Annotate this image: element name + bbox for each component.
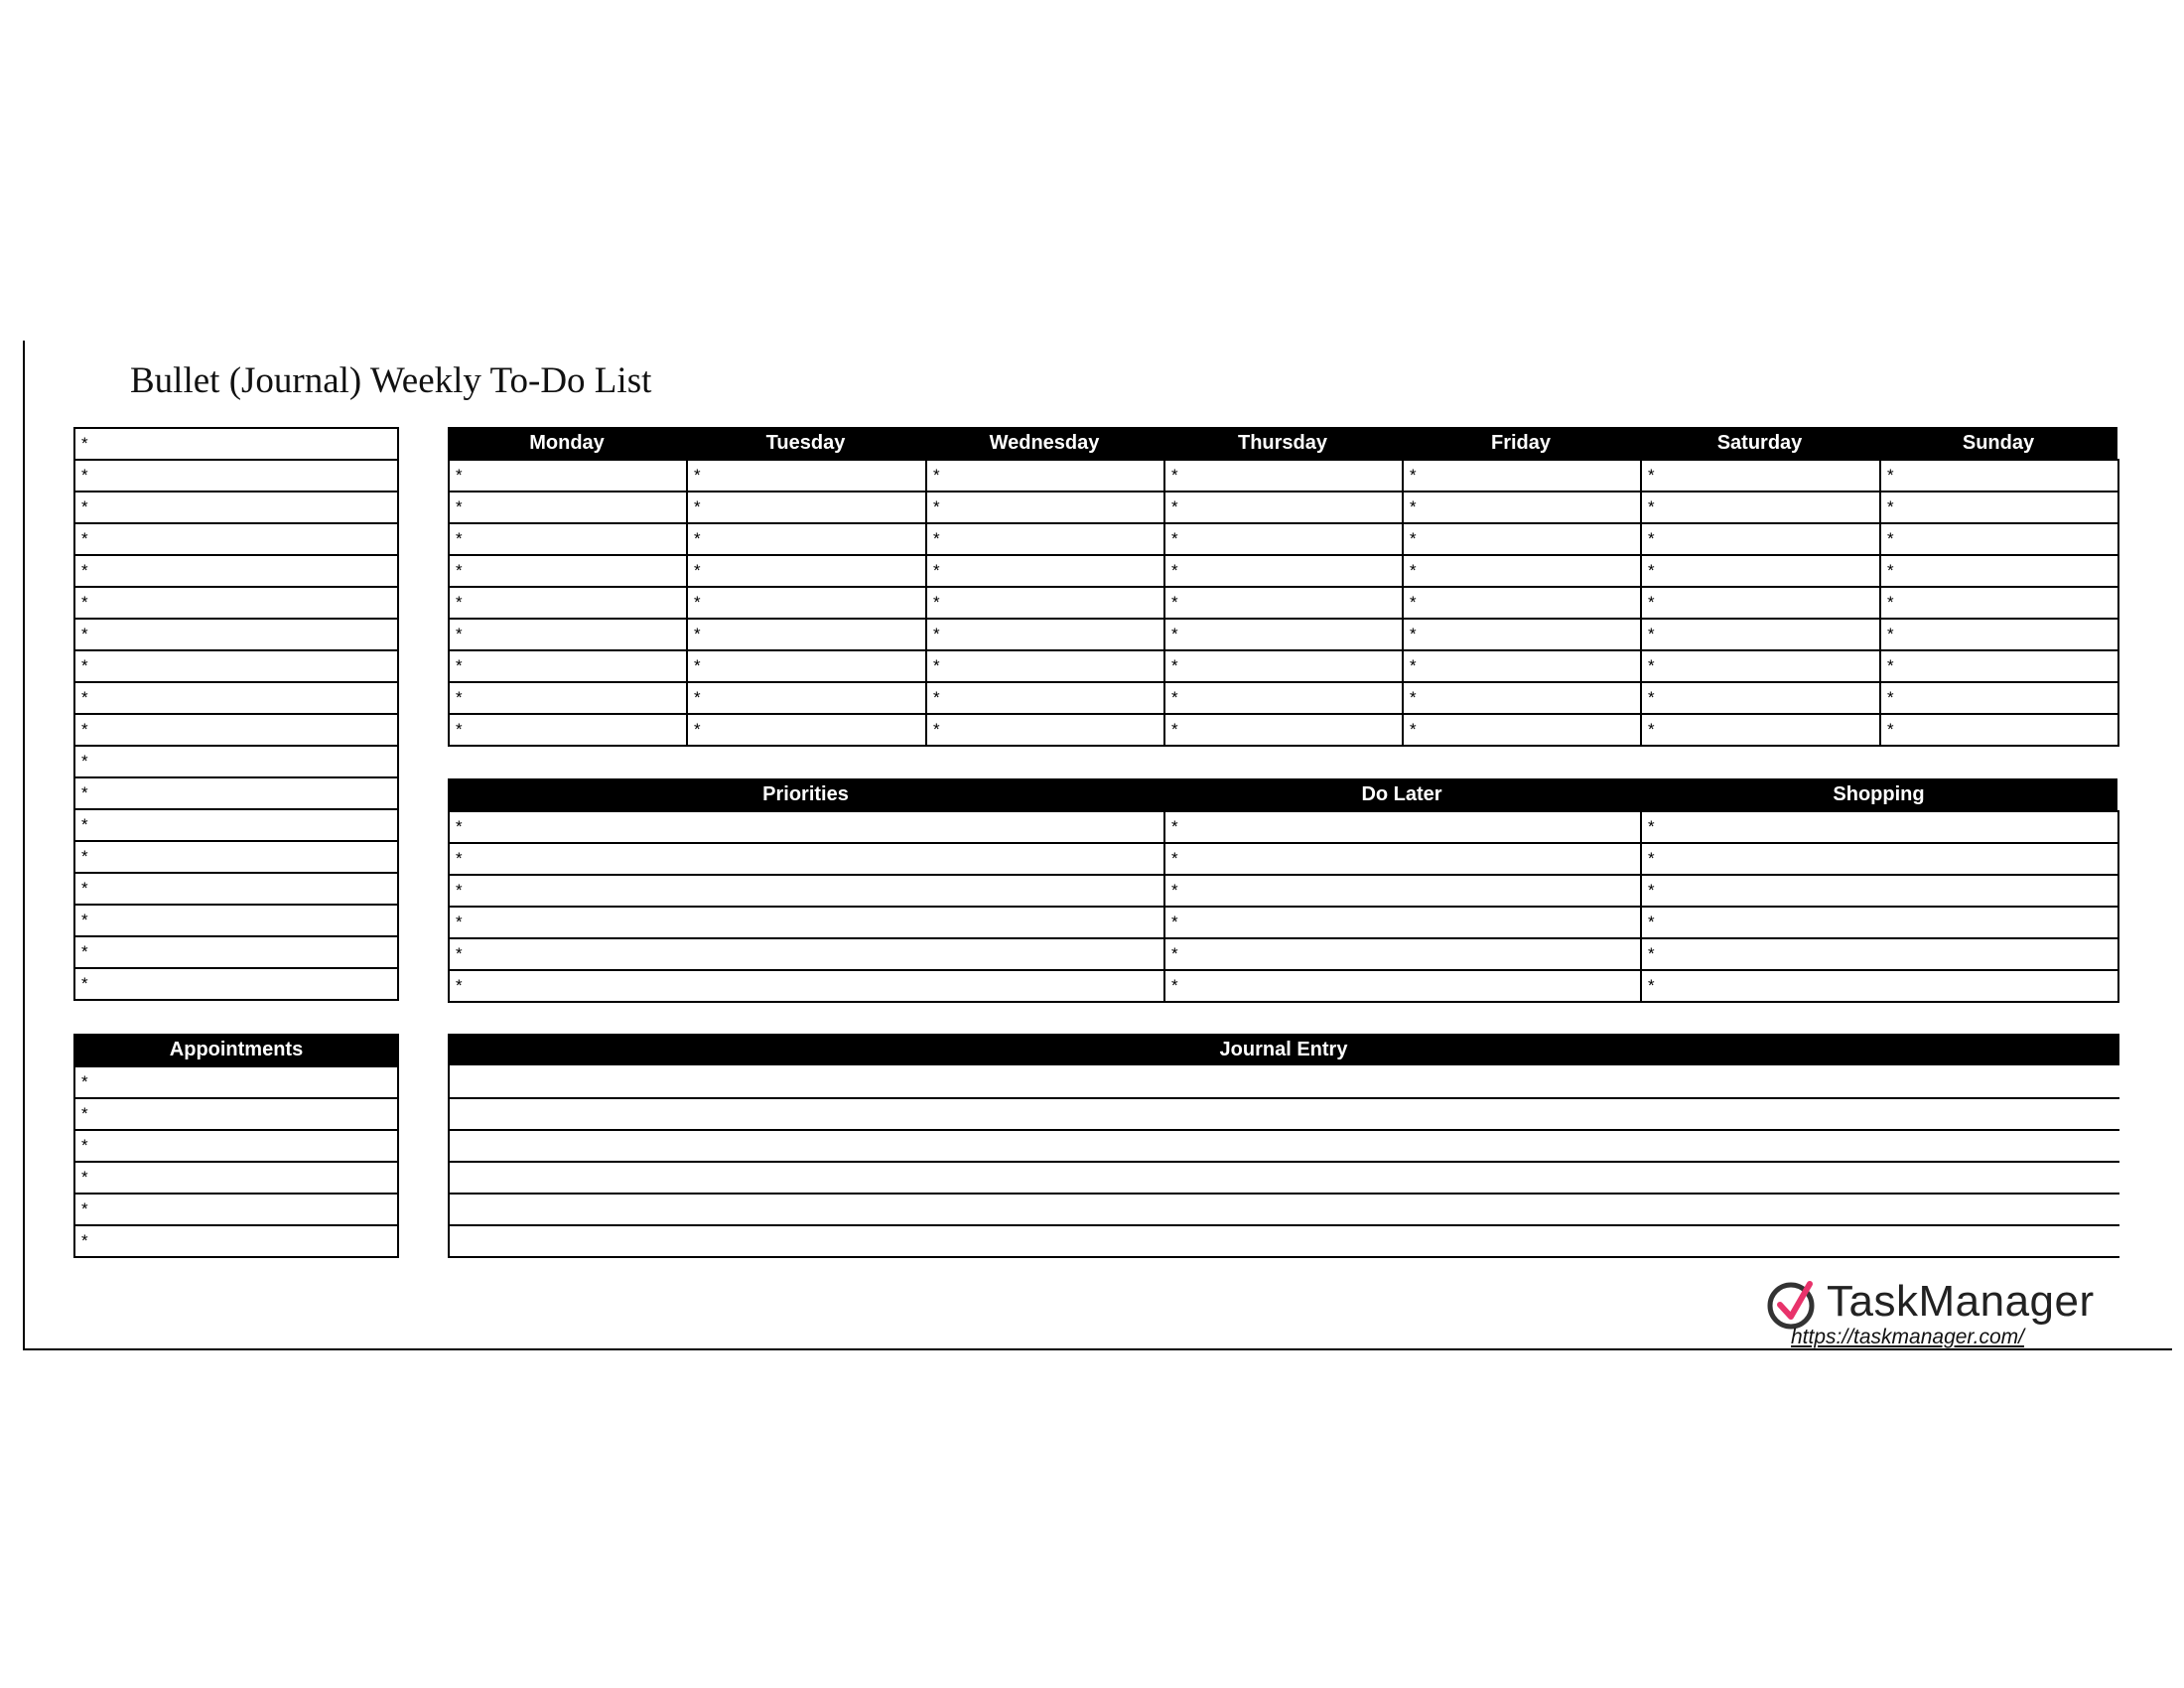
day-task-item[interactable]: * <box>1879 491 2119 524</box>
shopping-item[interactable]: * <box>1640 874 2119 908</box>
priorities-item[interactable]: * <box>448 937 1165 971</box>
day-header-saturday: Saturday <box>1640 427 1879 459</box>
day-task-item[interactable]: * <box>448 713 688 747</box>
day-task-item[interactable]: * <box>686 713 927 747</box>
notes-list-item[interactable]: * <box>73 554 399 588</box>
day-task-item[interactable]: * <box>686 522 927 556</box>
day-task-item[interactable]: * <box>1402 586 1642 620</box>
shopping-item[interactable]: * <box>1640 937 2119 971</box>
day-task-item[interactable]: * <box>1163 713 1404 747</box>
day-task-item[interactable]: * <box>925 618 1165 651</box>
day-task-item[interactable]: * <box>1402 522 1642 556</box>
day-task-item[interactable]: * <box>1163 459 1404 492</box>
day-task-item[interactable]: * <box>448 618 688 651</box>
day-header-friday: Friday <box>1402 427 1640 459</box>
day-task-item[interactable]: * <box>448 554 688 588</box>
day-task-item[interactable]: * <box>1163 554 1404 588</box>
day-task-item[interactable]: * <box>448 681 688 715</box>
appointment-item[interactable]: * <box>73 1193 399 1226</box>
day-task-item[interactable]: * <box>1640 522 1881 556</box>
day-task-item[interactable]: * <box>1640 459 1881 492</box>
appointment-item[interactable]: * <box>73 1097 399 1131</box>
day-task-item[interactable]: * <box>448 522 688 556</box>
day-task-item[interactable]: * <box>1402 713 1642 747</box>
notes-list-item[interactable]: * <box>73 681 399 715</box>
day-header-monday: Monday <box>448 427 686 459</box>
shopping-item[interactable]: * <box>1640 842 2119 876</box>
day-task-item[interactable]: * <box>1163 586 1404 620</box>
day-task-item[interactable]: * <box>1402 681 1642 715</box>
day-task-item[interactable]: * <box>1640 713 1881 747</box>
section-header-shopping: Shopping <box>1640 778 2117 810</box>
brand-name: TaskManager <box>1827 1277 2095 1326</box>
day-task-item[interactable]: * <box>1640 586 1881 620</box>
day-task-item[interactable]: * <box>1163 681 1404 715</box>
day-task-item[interactable]: * <box>1402 491 1642 524</box>
shopping-item[interactable]: * <box>1640 810 2119 844</box>
appointment-item[interactable]: * <box>73 1224 399 1258</box>
notes-list-item[interactable]: * <box>73 808 399 842</box>
day-task-item[interactable]: * <box>686 618 927 651</box>
day-task-item[interactable]: * <box>1640 649 1881 683</box>
day-task-item[interactable]: * <box>448 649 688 683</box>
shopping-item[interactable]: * <box>1640 906 2119 939</box>
day-header-wednesday: Wednesday <box>925 427 1163 459</box>
day-task-item[interactable]: * <box>925 713 1165 747</box>
notes-list-item[interactable]: * <box>73 935 399 969</box>
priorities-item[interactable]: * <box>448 810 1165 844</box>
notes-list-item[interactable]: * <box>73 459 399 492</box>
day-task-item[interactable]: * <box>686 649 927 683</box>
day-task-item[interactable]: * <box>686 586 927 620</box>
day-task-item[interactable]: * <box>925 586 1165 620</box>
brand-url-link[interactable]: https://taskmanager.com/ <box>1791 1326 2024 1348</box>
notes-list-item[interactable]: * <box>73 618 399 651</box>
day-task-item[interactable]: * <box>1640 618 1881 651</box>
do-later-item[interactable]: * <box>1163 874 1642 908</box>
day-task-item[interactable]: * <box>925 681 1165 715</box>
day-task-item[interactable]: * <box>1640 554 1881 588</box>
day-task-item[interactable]: * <box>1402 554 1642 588</box>
journal-line[interactable] <box>448 1161 2119 1163</box>
day-header-sunday: Sunday <box>1879 427 2117 459</box>
journal-line[interactable] <box>448 1129 2119 1131</box>
day-task-item[interactable]: * <box>1163 491 1404 524</box>
journal-line[interactable] <box>448 1193 2119 1195</box>
day-task-item[interactable]: * <box>1402 649 1642 683</box>
appointment-item[interactable]: * <box>73 1129 399 1163</box>
day-task-item[interactable]: * <box>1879 713 2119 747</box>
do-later-item[interactable]: * <box>1163 969 1642 1003</box>
section-header-do-later: Do Later <box>1163 778 1640 810</box>
notes-list-item[interactable]: * <box>73 904 399 937</box>
day-task-item[interactable]: * <box>1879 554 2119 588</box>
appointment-item[interactable]: * <box>73 1065 399 1099</box>
notes-list-item[interactable]: * <box>73 840 399 874</box>
day-task-item[interactable]: * <box>448 586 688 620</box>
day-task-item[interactable]: * <box>686 459 927 492</box>
priorities-item[interactable]: * <box>448 842 1165 876</box>
shopping-item[interactable]: * <box>1640 969 2119 1003</box>
day-task-item[interactable]: * <box>1879 681 2119 715</box>
notes-list-item[interactable]: * <box>73 776 399 810</box>
notes-list-item[interactable]: * <box>73 967 399 1001</box>
priorities-item[interactable]: * <box>448 874 1165 908</box>
day-task-item[interactable]: * <box>1163 649 1404 683</box>
notes-list-item[interactable]: * <box>73 427 399 461</box>
day-task-item[interactable]: * <box>448 491 688 524</box>
day-task-item[interactable]: * <box>925 491 1165 524</box>
notes-list-item[interactable]: * <box>73 586 399 620</box>
do-later-item[interactable]: * <box>1163 937 1642 971</box>
day-task-item[interactable]: * <box>1402 459 1642 492</box>
day-task-item[interactable]: * <box>1879 649 2119 683</box>
page-title: Bullet (Journal) Weekly To-Do List <box>130 360 652 401</box>
do-later-item[interactable]: * <box>1163 810 1642 844</box>
day-header-tuesday: Tuesday <box>686 427 925 459</box>
notes-list-item[interactable]: * <box>73 649 399 683</box>
day-task-item[interactable]: * <box>1640 491 1881 524</box>
section-header-journal: Journal Entry <box>448 1034 2119 1065</box>
day-task-item[interactable]: * <box>1879 522 2119 556</box>
day-task-item[interactable]: * <box>1879 618 2119 651</box>
day-task-item[interactable]: * <box>925 649 1165 683</box>
notes-list-item[interactable]: * <box>73 491 399 524</box>
section-header-appointments: Appointments <box>73 1034 399 1065</box>
day-task-item[interactable]: * <box>1879 586 2119 620</box>
do-later-item[interactable]: * <box>1163 842 1642 876</box>
section-header-priorities: Priorities <box>448 778 1163 810</box>
journal-line[interactable] <box>448 1097 2119 1099</box>
day-task-item[interactable]: * <box>1640 681 1881 715</box>
day-task-item[interactable]: * <box>1402 618 1642 651</box>
priorities-item[interactable]: * <box>448 906 1165 939</box>
day-task-item[interactable]: * <box>1163 618 1404 651</box>
priorities-item[interactable]: * <box>448 969 1165 1003</box>
notes-list-item[interactable]: * <box>73 872 399 906</box>
day-task-item[interactable]: * <box>925 522 1165 556</box>
page-frame-left <box>23 341 25 1349</box>
do-later-item[interactable]: * <box>1163 906 1642 939</box>
day-task-item[interactable]: * <box>925 459 1165 492</box>
notes-list-item[interactable]: * <box>73 713 399 747</box>
day-task-item[interactable]: * <box>448 459 688 492</box>
day-task-item[interactable]: * <box>686 491 927 524</box>
appointment-item[interactable]: * <box>73 1161 399 1195</box>
day-header-thursday: Thursday <box>1163 427 1402 459</box>
day-task-item[interactable]: * <box>1163 522 1404 556</box>
day-task-item[interactable]: * <box>1879 459 2119 492</box>
day-task-item[interactable]: * <box>686 681 927 715</box>
journal-line[interactable] <box>448 1224 2119 1226</box>
day-task-item[interactable]: * <box>686 554 927 588</box>
notes-list-item[interactable]: * <box>73 745 399 778</box>
day-task-item[interactable]: * <box>925 554 1165 588</box>
notes-list-item[interactable]: * <box>73 522 399 556</box>
journal-line[interactable] <box>448 1256 2119 1258</box>
